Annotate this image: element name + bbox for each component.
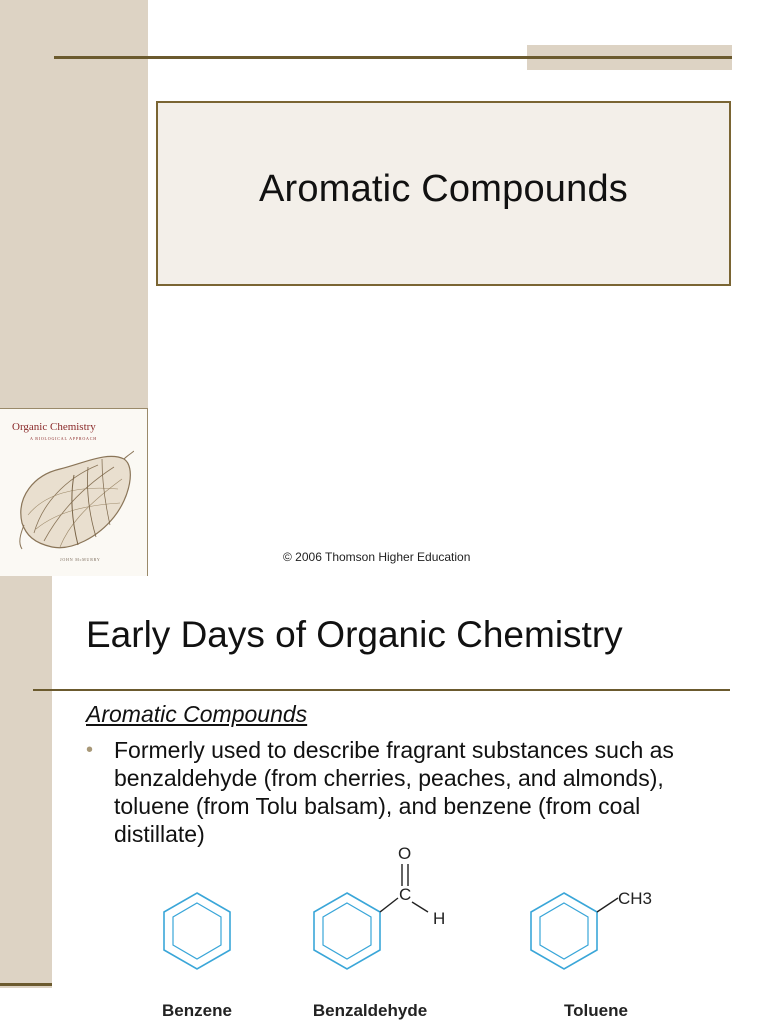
bullet-icon: • (86, 739, 94, 761)
benzaldehyde-label: Benzaldehyde (312, 1001, 428, 1020)
oxygen-atom: O (398, 844, 412, 863)
benzaldehyde-structure (314, 844, 445, 969)
book-cover-title: Organic Chemistry (12, 421, 96, 433)
seashell-icon (14, 445, 134, 553)
book-cover-author: JOHN McMURRY (60, 557, 101, 562)
toluene-structure (531, 889, 652, 969)
carbon-atom: C (399, 885, 412, 904)
benzene-structure (164, 893, 230, 969)
bullet-text: Formerly used to describe fragrant substances such as benzaldehyde (from cherries, peaches, and almonds), toluene (from Tolu balsam), and benzene (from coal distillate) (114, 737, 674, 847)
methyl-group: CH3 (618, 889, 653, 908)
book-cover-subtitle: A BIOLOGICAL APPROACH (30, 436, 97, 441)
content-slide (0, 576, 768, 1024)
book-cover (0, 408, 148, 576)
chemical-structures (0, 840, 768, 1024)
title-rule (33, 689, 730, 691)
top-rule-accent (527, 56, 732, 59)
toluene-label: Toluene (564, 1001, 628, 1020)
benzene-label: Benzene (162, 1001, 232, 1020)
title-box (156, 101, 731, 286)
bullet-item (86, 736, 726, 848)
slide-title: Early Days of Organic Chemistry (86, 614, 623, 655)
section-subtitle: Aromatic Compounds (86, 701, 308, 727)
left-sidebar-band (0, 0, 148, 408)
copyright-text: © 2006 Thomson Higher Education (283, 550, 471, 564)
slide-title: Aromatic Compounds (259, 168, 628, 210)
hydrogen-atom: H (433, 909, 446, 928)
